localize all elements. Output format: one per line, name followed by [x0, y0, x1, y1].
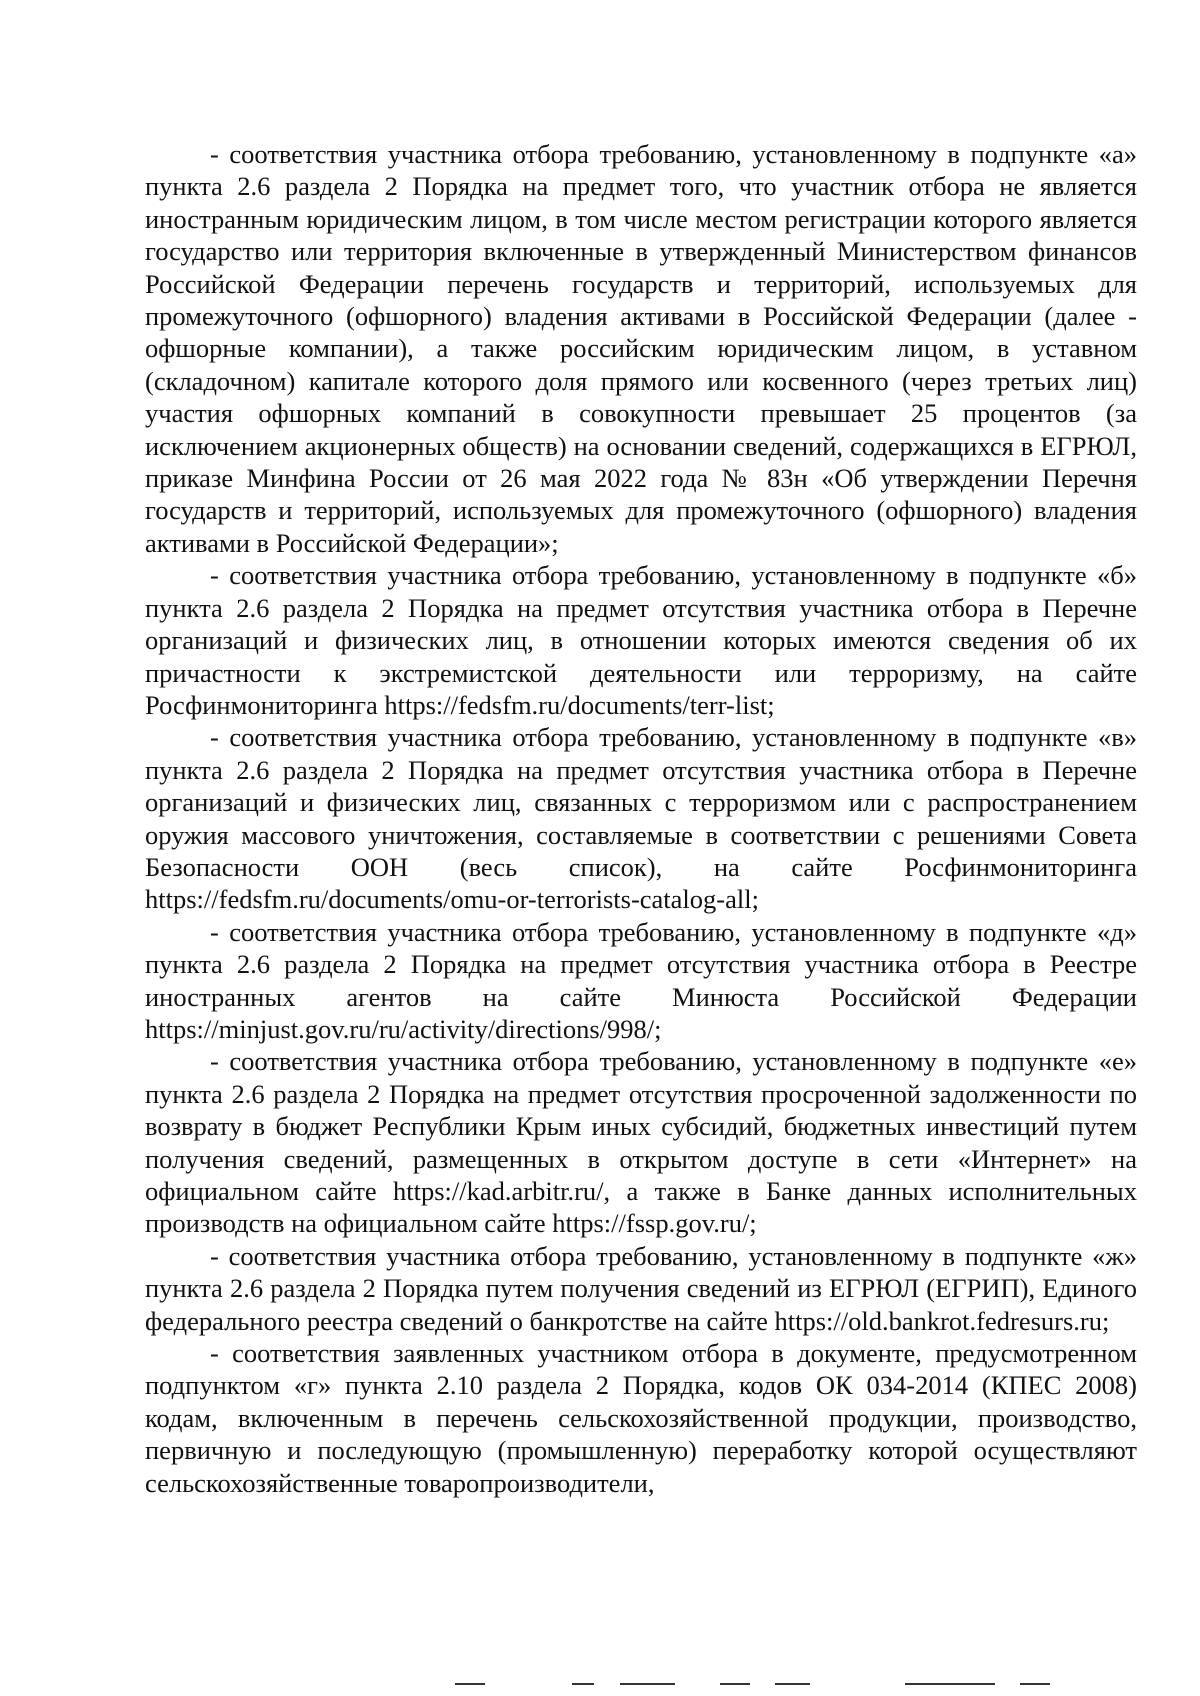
scan-bottom-edge-marks [0, 1683, 1200, 1689]
paragraph-un-terrorism-list-check: - соответствия участника отбора требованию, установленному в подпункте «в» пункта 2.6 раздела 2 Порядка на предмет отсутствия участника отбора в Перечне организаций и физических лиц, связанных с терроризмом или с распространением оружия массового уничтожения, составляемые в соответствии с решениями Совета Безопасности ООН (весь список), на сайте Росфинмониторинга https://fedsfm.ru/documents/omu-or-terrorists-catalog-all; [145, 722, 1137, 915]
paragraph-okpd-codes-check: - соответствия заявленных участником отбора в документе, предусмотренном подпунктом «г» пункта 2.10 раздела 2 Порядка, кодов ОК 034-2014 (КПЕС 2008) кодам, включенным в перечень сельскохозяйственной продукции, производство, первичную и последующую (промышленную) переработку которой осуществляют сельскохозяйственные товаропроизводители, [145, 1338, 1137, 1498]
paragraph-bankruptcy-check: - соответствия участника отбора требованию, установленному в подпункте «ж» пункта 2.6 раздела 2 Порядка путем получения сведений из ЕГРЮЛ (ЕГРИП), Единого федерального реестра сведений о банкротстве на сайте https://old.bankrot.fedresurs.ru; [145, 1240, 1137, 1336]
paragraph-offshore-check: - соответствия участника отбора требованию, установленному в подпункте «а» пункта 2.6 раздела 2 Порядка на предмет того, что участник отбора не является иностранным юридическим лицом, в том числе местом регистрации которого является государство или территория включенные в утвержденный Министерством финансов Российской Федерации перечень государств и территорий, используемых для промежуточного (офшорного) владения активами в Российской Федерации (далее - офшорные компании), а также российским юридическим лицом, в уставном (складочном) капитале которого доля прямого или косвенного (через третьих лиц) участия офшорных компаний в совокупности превышает 25 процентов (за исключением акционерных обществ) на основании сведений, содержащихся в ЕГРЮЛ, приказе Минфина России от 26 мая 2022 года № 83н «Об утверждении Перечня государств и территорий, используемых для промежуточного (офшорного) владения активами в Российской Федерации»; [145, 139, 1137, 558]
paragraph-foreign-agents-check: - соответствия участника отбора требованию, установленному в подпункте «д» пункта 2.6 раздела 2 Порядка на предмет отсутствия участника отбора в Реестре иностранных агентов на сайте Минюста Российской Федерации https://minjust.gov.ru/ru/activity/directions/998/; [145, 916, 1137, 1044]
paragraph-overdue-debt-check: - соответствия участника отбора требованию, установленному в подпункте «е» пункта 2.6 раздела 2 Порядка на предмет отсутствия просроченной задолженности по возврату в бюджет Республики Крым иных субсидий, бюджетных инвестиций путем получения сведений, размещенных в открытом доступе в сети «Интернет» на официальном сайте https://kad.arbitr.ru/, а также в Банке данных исполнительных производств на официальном сайте https://fssp.gov.ru/; [145, 1046, 1137, 1239]
paragraph-extremism-list-check: - соответствия участника отбора требованию, установленному в подпункте «б» пункта 2.6 раздела 2 Порядка на предмет отсутствия участника отбора в Перечне организаций и физических лиц, в отношении которых имеются сведения об их причастности к экстремистской деятельности или терроризму, на сайте Росфинмониторинга https://fedsfm.ru/documents/terr-list; [145, 560, 1137, 720]
document-page [145, 138, 1137, 1499]
